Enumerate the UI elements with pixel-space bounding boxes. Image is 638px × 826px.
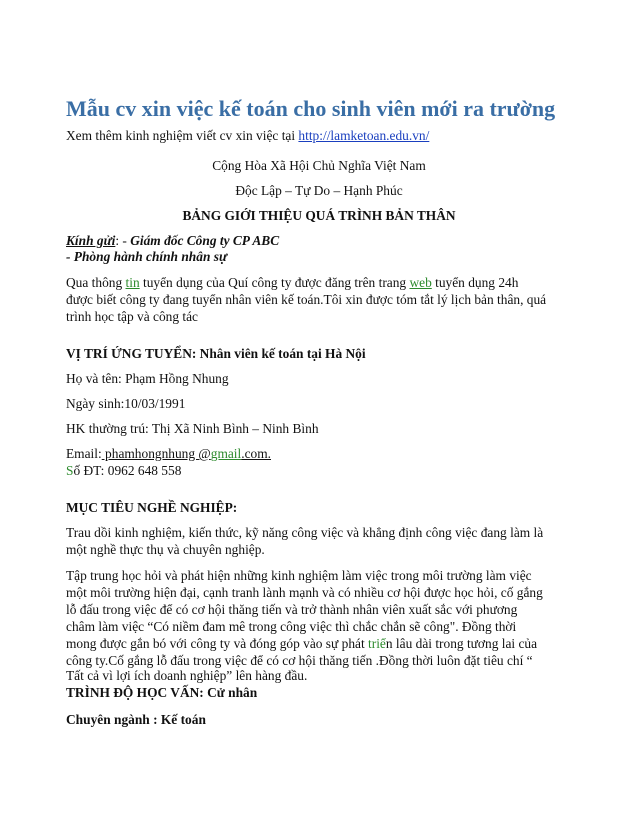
intro-text: Xem thêm kinh nghiệm viết cv xin việc tại bbox=[66, 128, 299, 143]
recipient-to2: - Phòng hành chính nhân sự bbox=[66, 249, 227, 264]
personal-name: Họ và tên: Phạm Hồng Nhung bbox=[66, 371, 229, 386]
objective-line-7c: n lâu dài trong tương lai của bbox=[385, 636, 538, 651]
opening-line-2: được biết công ty đang tuyển nhân viên kế toán.Tôi xin được tóm tắt lý lịch bản thân, quá bbox=[66, 292, 547, 307]
objective-line-1: Trau dồi kinh nghiệm, kiến thức, kỹ năng công việc và khẳng định công việc đang làm là bbox=[66, 525, 544, 540]
doc-heading: BẢNG GIỚI THIỆU QUÁ TRÌNH BẢN THÂN bbox=[182, 208, 456, 223]
recipient-sep: : - bbox=[115, 233, 131, 248]
phone-rest: ố ĐT: 0962 648 558 bbox=[73, 463, 182, 478]
email-tail[interactable]: .com. bbox=[241, 446, 271, 461]
objective-line-2: một nghề thực thụ và chuyên nghiệp. bbox=[66, 542, 265, 557]
personal-address: HK thường trú: Thị Xã Ninh Bình – Ninh Bình bbox=[66, 421, 319, 436]
objective-line-7b: triể bbox=[368, 636, 386, 651]
opening-part1: Qua thông bbox=[66, 275, 126, 290]
objective-line-3: Tập trung học hỏi và phát hiện những kinh nghiệm làm việc trong môi trường làm việc bbox=[66, 568, 532, 583]
recipient-label: Kính gửi bbox=[66, 233, 116, 248]
recipient-to1: Giám đốc Công ty CP ABC bbox=[130, 233, 280, 248]
opening-link-web[interactable]: web bbox=[409, 275, 432, 290]
phone-first-letter: S bbox=[66, 463, 74, 478]
education-major: Chuyên ngành : Kế toán bbox=[66, 712, 206, 727]
opening-line-1 bbox=[66, 275, 518, 291]
objective-line-4: một môi trường hiện đại, cạnh tranh lành mạnh và có nhiều cơ hội được học hỏi, cố gắng bbox=[66, 585, 543, 600]
education-level: TRÌNH ĐỘ HỌC VẤN: Cử nhân bbox=[66, 685, 258, 700]
intro-line bbox=[66, 128, 429, 144]
personal-email bbox=[66, 446, 271, 462]
objective-line-6: châm làm việc “Có niềm đam mê trong công việc thì chắc chắn sẽ công". Đồng thời bbox=[66, 619, 517, 634]
intro-link[interactable]: http://lamketoan.edu.vn/ bbox=[298, 128, 430, 143]
objective-line-8: công ty.Cố gắng lỗ đấu trong việc để có cơ hội thăng tiến .Đồng thời luôn đặt tiêu chí “ bbox=[66, 653, 533, 668]
objective-line-7a: mong được gắn bó với công ty và đóng góp vào sự phát bbox=[66, 636, 369, 651]
objective-line-9: Tất cả vì lợi ích doanh nghiệp” lên hàng đầu. bbox=[66, 668, 308, 683]
opening-part3: tuyển dụng 24h bbox=[431, 275, 519, 290]
header-motto: Độc Lập – Tự Do – Hạnh Phúc bbox=[235, 183, 403, 198]
position-heading: VỊ TRÍ ỨNG TUYỂN: Nhân viên kế toán tại Hà Nội bbox=[66, 346, 366, 361]
document-title: Mẫu cv xin việc kế toán cho sinh viên mới ra trường bbox=[66, 96, 556, 121]
personal-dob: Ngày sinh:10/03/1991 bbox=[66, 396, 186, 411]
objective-heading: MỤC TIÊU NGHỀ NGHIỆP: bbox=[66, 500, 238, 515]
email-label: Email: bbox=[66, 446, 102, 461]
opening-part2: tuyển dụng của Quí công ty được đăng trên trang bbox=[139, 275, 410, 290]
header-country: Cộng Hòa Xã Hội Chủ Nghĩa Việt Nam bbox=[212, 158, 426, 173]
email-user[interactable]: phamhongnhung @ bbox=[101, 446, 211, 461]
opening-line-3: trình học tập và công tác bbox=[66, 309, 198, 324]
opening-link-tin[interactable]: tin bbox=[125, 275, 140, 290]
personal-phone bbox=[66, 463, 181, 479]
recipient-line bbox=[66, 233, 279, 249]
objective-line-7 bbox=[66, 636, 537, 652]
objective-line-5: lỗ đấu trong việc để có cơ hội thăng tiến và trở thành nhân viên xuất sắc với phương bbox=[66, 602, 518, 617]
email-domain[interactable]: gmail bbox=[210, 446, 242, 461]
